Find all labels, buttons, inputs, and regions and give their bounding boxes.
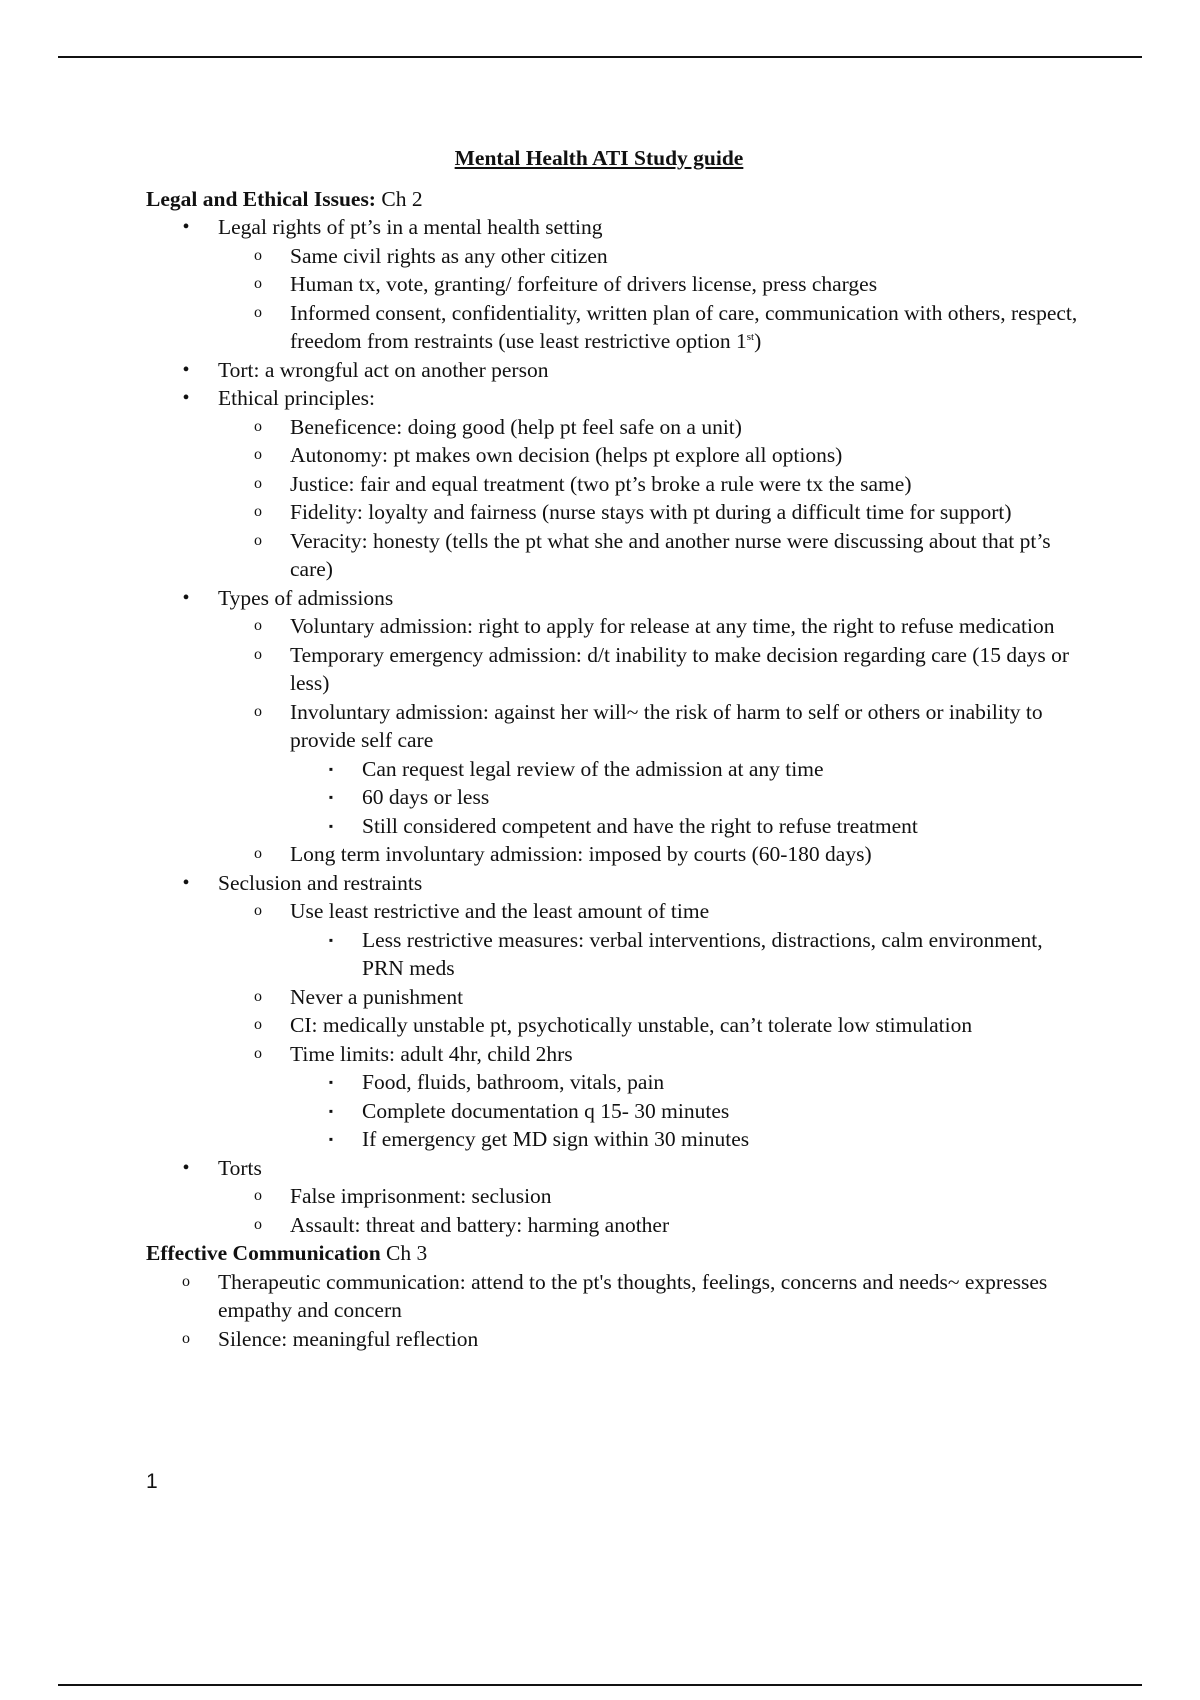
list-item: o Long term involuntary admission: imposed by courts (60-180 days) — [146, 840, 1086, 869]
circle-bullet-icon: o — [254, 1187, 262, 1204]
circle-bullet-icon: o — [254, 902, 262, 919]
square-bullet-icon: ▪ — [328, 818, 334, 833]
list-item: o Assault: threat and battery: harming another — [146, 1211, 1086, 1240]
list-item: o Therapeutic communication: attend to the pt's thoughts, feelings, concerns and needs~ expresses empathy and concern — [146, 1268, 1086, 1325]
top-rule — [58, 56, 1142, 58]
list-item: o Silence: meaningful reflection — [146, 1325, 1086, 1354]
bullet-icon: • — [182, 1156, 190, 1179]
bullet-icon: • — [182, 387, 190, 409]
list-item: o Informed consent, confidentiality, written plan of care, communication with others, respect, freedom from restraints (use least restrictive option 1st) — [146, 299, 1086, 356]
list-item: • Legal rights of pt’s in a mental health setting — [146, 213, 1086, 242]
circle-bullet-icon: o — [254, 702, 262, 720]
circle-bullet-icon: o — [182, 1329, 190, 1347]
square-bullet-icon: ▪ — [328, 1075, 334, 1089]
list-item: ▪ Complete documentation q 15- 30 minutes — [146, 1097, 1086, 1126]
circle-bullet-icon: o — [254, 246, 262, 264]
list-item: o Veracity: honesty (tells the pt what she and another nurse were discussing about that pt’s care) — [146, 527, 1086, 584]
list-item: o Fidelity: loyalty and fairness (nurse stays with pt during a difficult time for support) — [146, 498, 1086, 527]
circle-bullet-icon: o — [254, 617, 262, 634]
circle-bullet-icon: o — [254, 446, 262, 463]
list-item: o Temporary emergency admission: d/t inability to make decision regarding care (15 days or less) — [146, 641, 1086, 698]
circle-bullet-icon: o — [254, 1016, 262, 1033]
list-item: • Seclusion and restraints — [146, 869, 1086, 898]
list-item: ▪ Still considered competent and have the right to refuse treatment — [146, 812, 1086, 841]
circle-bullet-icon: o — [254, 845, 262, 862]
list-item: • Types of admissions — [146, 584, 1086, 613]
square-bullet-icon: ▪ — [328, 932, 334, 947]
list-item: o Use least restrictive and the least amount of time — [146, 897, 1086, 926]
legal-list — [146, 213, 1086, 242]
circle-bullet-icon: o — [254, 531, 262, 549]
list-item: • Ethical principles: — [146, 384, 1086, 413]
list-item: o Voluntary admission: right to apply for release at any time, the right to refuse medication — [146, 612, 1086, 641]
list-item: • Torts — [146, 1154, 1086, 1183]
list-item: o CI: medically unstable pt, psychotically unstable, can’t tolerate low stimulation — [146, 1011, 1086, 1040]
circle-bullet-icon: o — [254, 275, 262, 292]
square-bullet-icon: ▪ — [328, 1132, 334, 1146]
square-bullet-icon: ▪ — [328, 761, 334, 776]
page-title: Mental Health ATI Study guide — [454, 146, 744, 170]
circle-bullet-icon: o — [254, 1044, 262, 1062]
list-item: o Human tx, vote, granting/ forfeiture of drivers license, press charges — [146, 270, 1086, 299]
list-item: • Tort: a wrongful act on another person — [146, 356, 1086, 385]
circle-bullet-icon: o — [254, 303, 262, 321]
list-item: o Beneficence: doing good (help pt feel safe on a unit) — [146, 413, 1086, 442]
bullet-icon: • — [182, 871, 190, 894]
list-item: o Never a punishment — [146, 983, 1086, 1012]
circle-bullet-icon: o — [254, 1215, 262, 1233]
list-item: ▪ If emergency get MD sign within 30 minutes — [146, 1125, 1086, 1154]
circle-bullet-icon: o — [254, 474, 262, 492]
document-body — [146, 144, 1086, 1353]
section-heading-communication: Effective Communication Ch 3 — [146, 1241, 428, 1265]
bullet-icon: • — [182, 216, 190, 238]
circle-bullet-icon: o — [254, 645, 262, 663]
list-item: ▪ Can request legal review of the admission at any time — [146, 755, 1086, 784]
list-item: o Involuntary admission: against her will~ the risk of harm to self or others or inability to provide self care — [146, 698, 1086, 755]
list-item: o False imprisonment: seclusion — [146, 1182, 1086, 1211]
list-item: o Same civil rights as any other citizen — [146, 242, 1086, 271]
circle-bullet-icon: o — [254, 987, 262, 1005]
circle-bullet-icon: o — [254, 503, 262, 520]
square-bullet-icon: ▪ — [328, 1103, 334, 1118]
bullet-icon: • — [182, 358, 190, 381]
list-item: ▪ 60 days or less — [146, 783, 1086, 812]
section-heading-legal: Legal and Ethical Issues: Ch 2 — [146, 186, 423, 211]
bottom-rule — [58, 1684, 1142, 1686]
square-bullet-icon: ▪ — [328, 790, 334, 804]
communication-list — [146, 1268, 1086, 1354]
list-item: o Time limits: adult 4hr, child 2hrs — [146, 1040, 1086, 1069]
circle-bullet-icon: o — [254, 417, 262, 435]
circle-bullet-icon: o — [182, 1272, 190, 1290]
list-item: ▪ Food, fluids, bathroom, vitals, pain — [146, 1068, 1086, 1097]
list-item: o Autonomy: pt makes own decision (helps pt explore all options) — [146, 441, 1086, 470]
page-number: 1 — [146, 1470, 158, 1493]
bullet-icon: • — [182, 586, 190, 609]
list-item: o Justice: fair and equal treatment (two pt’s broke a rule were tx the same) — [146, 470, 1086, 499]
list-item: ▪ Less restrictive measures: verbal interventions, distractions, calm environment, PRN meds — [146, 926, 1086, 983]
